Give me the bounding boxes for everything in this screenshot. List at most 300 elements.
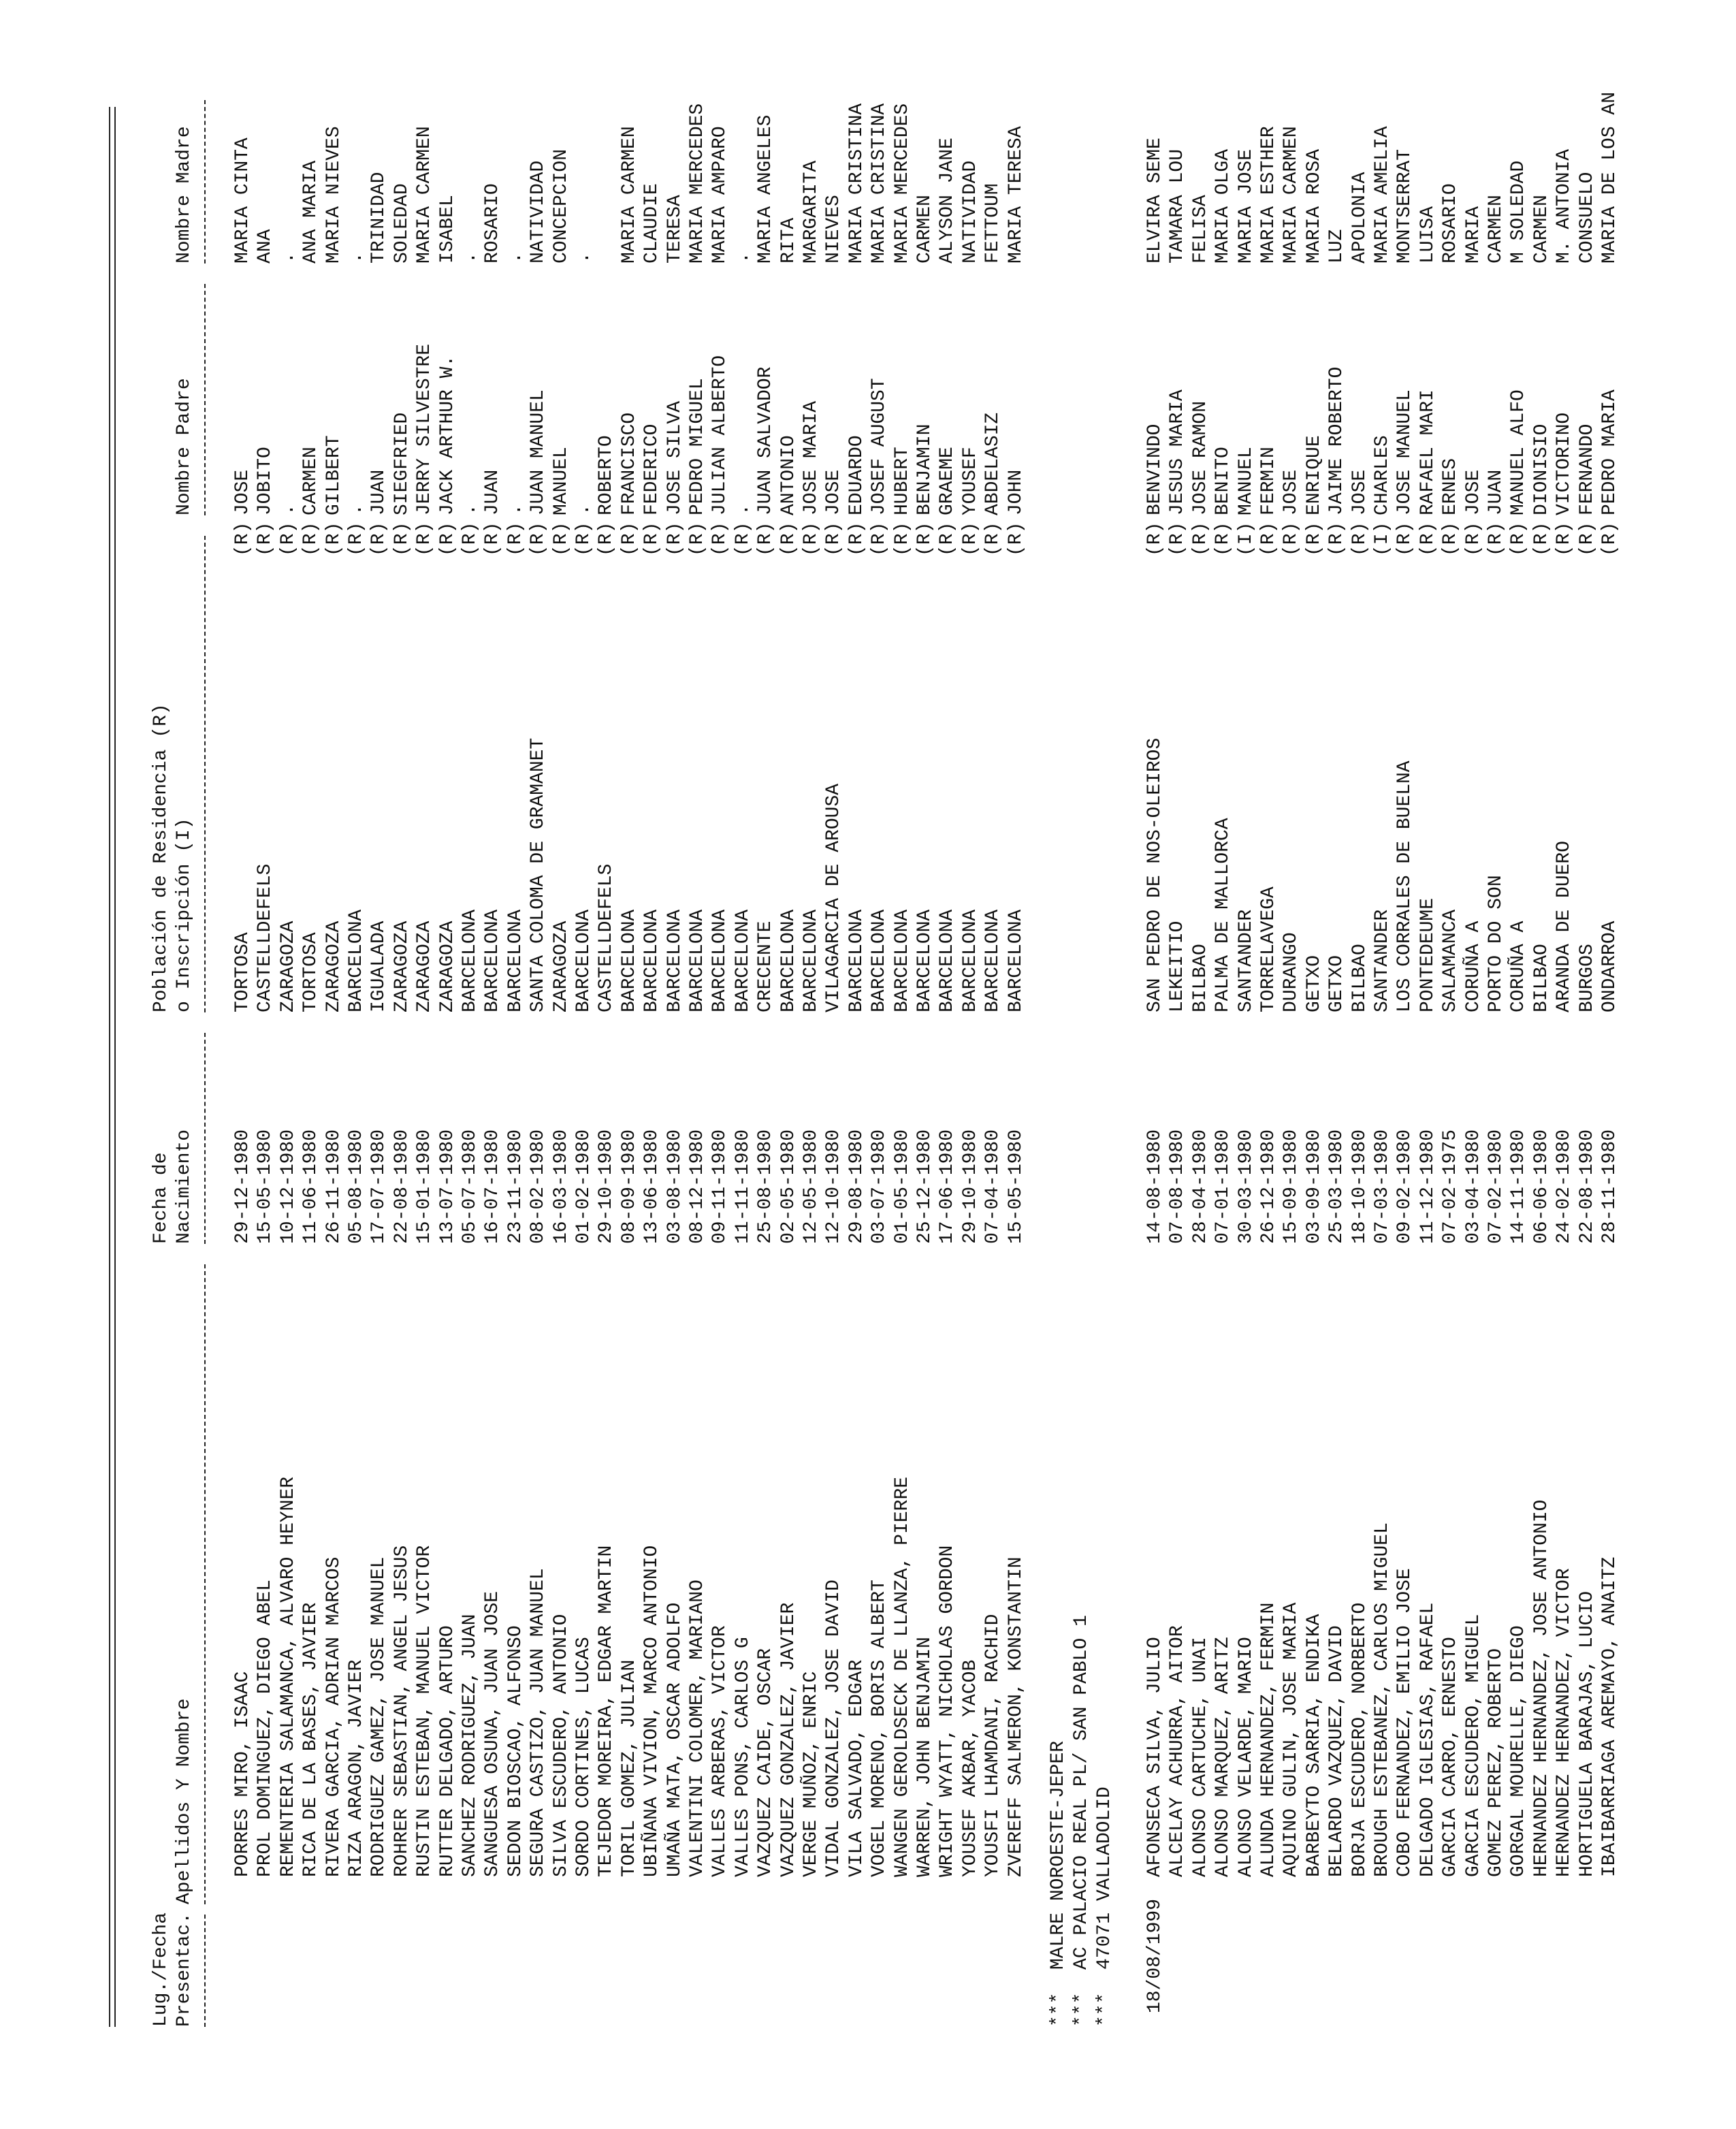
residence-town: SANTA COLOMA DE GRAMANET — [528, 737, 549, 1012]
full-name: YOUSEF AKBAR, YACOB — [959, 1659, 981, 1877]
full-name: ALUNDA HERNANDEZ, FERMIN — [1258, 1602, 1279, 1877]
father-name: FEDERICO — [641, 423, 663, 515]
mother-name: NIEVES — [823, 195, 845, 263]
residence-town: BARCELONA — [618, 909, 640, 1012]
full-name: RIVERA GARCIA, ADRIAN MARCOS — [323, 1556, 344, 1877]
table-row — [1325, 86, 1349, 2129]
full-name: GORGAL MOURELLE, DIEGO — [1508, 1625, 1530, 1877]
mother-name: MARIA — [1462, 206, 1484, 263]
residence-town: BARCELONA — [504, 909, 526, 1012]
residence-town: ZARAGOZA — [391, 921, 413, 1012]
table-row — [459, 86, 482, 2129]
residence-flag: (R) — [1281, 522, 1302, 556]
mother-name: ROSARIO — [482, 183, 504, 263]
full-name: VOGEL MORENO, BORIS ALBERT — [869, 1580, 890, 1877]
mother-name: ELVIRA SEME — [1144, 138, 1166, 263]
mother-name: MARIA CRISTINA — [846, 103, 867, 263]
mother-name: CARMEN — [1485, 195, 1507, 263]
mother-name: ISABEL — [436, 195, 458, 263]
father-name: BENVINDO — [1144, 423, 1166, 515]
residence-flag: (I) — [1372, 522, 1393, 556]
birth-date: 18-10-1980 — [1349, 1129, 1370, 1244]
table-row — [1166, 86, 1189, 2129]
father-name: JUAN SALVADOR — [755, 366, 777, 515]
birth-date: 01-05-1980 — [891, 1129, 913, 1244]
father-name: GILBERT — [323, 435, 344, 515]
mother-name: TRINIDAD — [368, 172, 390, 263]
table-row — [936, 86, 959, 2129]
residence-flag: (R) — [1212, 522, 1234, 556]
full-name: VALENTINI COLOMER, MARIANO — [687, 1580, 708, 1877]
header-madre: Nombre Madre — [174, 126, 195, 263]
full-name: VALLES ARBERAS, VICTOR — [709, 1625, 731, 1877]
residence-flag: (R) — [732, 522, 754, 556]
birth-date: 24-02-1980 — [1554, 1129, 1575, 1244]
birth-date: 28-11-1980 — [1599, 1129, 1620, 1244]
residence-flag: (R) — [323, 522, 344, 556]
father-name: JOBITO — [255, 447, 276, 515]
presentation-place-date: 18/08/1999 — [1144, 1898, 1166, 2013]
father-name: ERNES — [1440, 458, 1462, 515]
mother-name: MARIA CINTA — [232, 138, 253, 263]
table-row — [1417, 86, 1440, 2129]
birth-date: 03-08-1980 — [664, 1129, 686, 1244]
father-name: HUBERT — [891, 447, 913, 515]
mother-name: SOLEDAD — [391, 183, 413, 263]
mother-name: ROSARIO — [1440, 183, 1462, 263]
residence-town: BARCELONA — [982, 909, 1004, 1012]
birth-date: 16-07-1980 — [482, 1129, 504, 1244]
table-row — [1576, 86, 1599, 2129]
mother-name: FETTOUM — [982, 183, 1004, 263]
birth-date: 23-11-1980 — [504, 1129, 526, 1244]
residence-flag: (R) — [1189, 522, 1211, 556]
father-name: JOSE MARIA — [801, 400, 822, 515]
father-name: MANUEL ALFO — [1508, 389, 1530, 515]
residence-flag: (R) — [823, 522, 845, 556]
table-row — [1189, 86, 1212, 2129]
residence-town: BARCELONA — [687, 909, 708, 1012]
mother-name: . — [732, 252, 754, 263]
residence-flag: (R) — [641, 522, 663, 556]
residence-flag: (R) — [368, 522, 390, 556]
mother-name: NATIVIDAD — [959, 160, 981, 263]
residence-flag: (R) — [255, 522, 276, 556]
father-name: JOSE — [1462, 469, 1484, 515]
full-name: BARBEYTO SARRIA, ENDIKA — [1303, 1614, 1325, 1877]
father-name: BENJAMIN — [914, 423, 935, 515]
father-name: . — [573, 504, 594, 515]
table-row — [1553, 86, 1576, 2129]
residence-town: BARCELONA — [732, 909, 754, 1012]
header-padre: Nombre Padre — [174, 378, 195, 515]
residence-town: BILBAO — [1189, 944, 1211, 1012]
birth-date: 15-09-1980 — [1281, 1129, 1302, 1244]
mother-name: CONCEPCION — [550, 148, 572, 263]
birth-date: 03-07-1980 — [869, 1129, 890, 1244]
residence-flag: (R) — [891, 522, 913, 556]
full-name: COBO FERNANDEZ, EMILIO JOSE — [1394, 1568, 1416, 1877]
table-row — [1371, 86, 1394, 2129]
father-name: ROBERTO — [596, 435, 617, 515]
residence-town: LEKEITIO — [1167, 921, 1189, 1012]
birth-date: 29-10-1980 — [596, 1129, 617, 1244]
father-name: ABDELASIZ — [982, 412, 1004, 515]
full-name: RIZA ARAGON, JAVIER — [346, 1659, 367, 1877]
father-name: PEDRO MARIA — [1599, 389, 1620, 515]
mother-name: MARIA TERESA — [1005, 126, 1027, 263]
birth-date: 17-07-1980 — [368, 1129, 390, 1244]
father-name: ENRIQUE — [1303, 435, 1325, 515]
residence-town: SANTANDER — [1372, 909, 1393, 1012]
mother-name: . — [460, 252, 481, 263]
father-name: . — [346, 504, 367, 515]
residence-flag: (R) — [846, 522, 867, 556]
residence-flag: (R) — [1508, 522, 1530, 556]
residence-town: ZARAGOZA — [414, 921, 436, 1012]
residence-flag: (R) — [709, 522, 731, 556]
father-name: JERRY SILVESTRE — [414, 343, 436, 515]
table-row — [709, 86, 732, 2129]
birth-date: 22-08-1980 — [391, 1129, 413, 1244]
birth-date: 09-02-1980 — [1394, 1129, 1416, 1244]
mother-name: TAMARA LOU — [1167, 148, 1189, 263]
father-name: JACK ARTHUR W. — [436, 355, 458, 515]
father-name: JAIME ROBERTO — [1326, 366, 1348, 515]
table-row — [754, 86, 777, 2129]
residence-flag: (R) — [1530, 522, 1552, 556]
birth-date: 11-06-1980 — [300, 1129, 322, 1244]
mother-name: CLAUDIE — [641, 183, 663, 263]
father-name: CHARLES — [1372, 435, 1393, 515]
mother-name: NATIVIDAD — [528, 160, 549, 263]
full-name: SANCHEZ RODRIGUEZ, JUAN — [460, 1614, 481, 1877]
header-underline-date — [204, 1033, 206, 1244]
mother-name: MARIA CRISTINA — [869, 103, 890, 263]
residence-town: BARCELONA — [573, 909, 594, 1012]
mother-name: MARIA AMELIA — [1372, 126, 1393, 263]
table-row — [254, 86, 277, 2129]
mother-name: TERESA — [664, 195, 686, 263]
full-name: ALONSO CARTUCHE, UNAI — [1189, 1637, 1211, 1877]
table-row — [1005, 86, 1028, 2129]
residence-flag: (R) — [528, 522, 549, 556]
residence-town: BARCELONA — [709, 909, 731, 1012]
residence-town: BARCELONA — [346, 909, 367, 1012]
father-name: FERMIN — [1258, 447, 1279, 515]
table-row — [641, 86, 664, 2129]
table-row — [1212, 86, 1235, 2129]
residence-town: CORUÑA A — [1462, 921, 1484, 1012]
full-name: HORTIGUELA BARAJAS, LUCIO — [1576, 1590, 1598, 1877]
residence-flag: (R) — [755, 522, 777, 556]
full-name: AQUINO GULIN, JOSE MARIA — [1281, 1602, 1302, 1877]
residence-town: BARCELONA — [846, 909, 867, 1012]
residence-flag: (R) — [482, 522, 504, 556]
table-row — [323, 86, 346, 2129]
table-row — [1462, 86, 1485, 2129]
residence-flag: (R) — [504, 522, 526, 556]
birth-date: 28-04-1980 — [1189, 1129, 1211, 1244]
residence-flag: (R) — [1485, 522, 1507, 556]
full-name: ALONSO VELARDE, MARIO — [1235, 1637, 1257, 1877]
residence-flag: (R) — [618, 522, 640, 556]
table-row — [1485, 86, 1508, 2129]
mother-name: MARGARITA — [801, 160, 822, 263]
full-name: TEJEDOR MOREIRA, EDGAR MARTIN — [596, 1545, 617, 1877]
mother-name: MARIA NIEVES — [323, 126, 344, 263]
birth-date: 07-02-1980 — [1485, 1129, 1507, 1244]
birth-date: 07-08-1980 — [1167, 1129, 1189, 1244]
header-date-2: Nacimiento — [174, 1129, 195, 1244]
residence-flag: (R) — [596, 522, 617, 556]
table-row — [1280, 86, 1303, 2129]
residence-town: CASTELLDEFELS — [596, 863, 617, 1012]
birth-date: 08-09-1980 — [618, 1129, 640, 1244]
full-name: VAZQUEZ CAIDE, OSCAR — [755, 1648, 777, 1877]
mother-name: . — [277, 252, 299, 263]
full-name: SANGUESA OSUNA, JUAN JOSE — [482, 1590, 504, 1877]
mother-name: MARIA CARMEN — [618, 126, 640, 263]
residence-flag: (R) — [436, 522, 458, 556]
mother-name: CONSUELO — [1576, 172, 1598, 263]
birth-date: 07-01-1980 — [1212, 1129, 1234, 1244]
table-row — [1530, 86, 1554, 2129]
table-row — [846, 86, 869, 2129]
full-name: SORDO CORTINES, LUCAS — [573, 1637, 594, 1877]
father-name: JUAN — [368, 469, 390, 515]
table-row — [1394, 86, 1417, 2129]
father-name: JOSE — [1281, 469, 1302, 515]
full-name: ALONSO MARQUEZ, ARITZ — [1212, 1637, 1234, 1877]
mother-name: M. ANTONIA — [1554, 148, 1575, 263]
mother-name: . — [504, 252, 526, 263]
birth-date: 07-03-1980 — [1372, 1129, 1393, 1244]
residence-town: BARCELONA — [914, 909, 935, 1012]
residence-flag: (R) — [1417, 522, 1438, 556]
birth-date: 15-05-1980 — [255, 1129, 276, 1244]
father-name: . — [460, 504, 481, 515]
father-name: JOSE SILVA — [664, 400, 686, 515]
residence-flag: (R) — [346, 522, 367, 556]
birth-date: 05-07-1980 — [460, 1129, 481, 1244]
table-row — [277, 86, 300, 2129]
full-name: VIDAL GONZALEZ, JOSE DAVID — [823, 1580, 845, 1877]
birth-date: 26-11-1980 — [323, 1129, 344, 1244]
birth-date: 11-12-1980 — [1417, 1129, 1438, 1244]
header-underline-padre — [204, 284, 206, 515]
birth-date: 29-10-1980 — [959, 1129, 981, 1244]
mother-name: RITA — [777, 217, 799, 263]
residence-town: BARCELONA — [777, 909, 799, 1012]
father-name: JUAN — [1485, 469, 1507, 515]
table-row — [1507, 86, 1530, 2129]
birth-date: 13-06-1980 — [641, 1129, 663, 1244]
full-name: RICA DE LA BASES, JAVIER — [300, 1602, 322, 1877]
residence-town: VILAGARCIA DE AROUSA — [823, 783, 845, 1012]
residence-flag: (R) — [391, 522, 413, 556]
residence-town: BARCELONA — [869, 909, 890, 1012]
header-date: Fecha de — [150, 1152, 172, 1244]
table-row — [618, 86, 641, 2129]
father-name: VICTORINO — [1554, 412, 1575, 515]
residence-town: PALMA DE MALLORCA — [1212, 818, 1234, 1012]
father-name: BENITO — [1212, 447, 1234, 515]
birth-date: 25-03-1980 — [1326, 1129, 1348, 1244]
father-name: GRAEME — [937, 447, 959, 515]
mother-name: LUZ — [1326, 229, 1348, 263]
full-name: WRIGHT WYATT, NICHOLAS GORDON — [937, 1545, 959, 1877]
birth-date: 09-11-1980 — [709, 1129, 731, 1244]
birth-date: 10-12-1980 — [277, 1129, 299, 1244]
mother-name: LUISA — [1417, 206, 1438, 263]
birth-date: 07-04-1980 — [982, 1129, 1004, 1244]
table-row — [595, 86, 618, 2129]
residence-town: BARCELONA — [1005, 909, 1027, 1012]
table-row — [664, 86, 687, 2129]
residence-flag: (R) — [801, 522, 822, 556]
residence-flag: (R) — [959, 522, 981, 556]
mother-name: APOLONIA — [1349, 172, 1370, 263]
father-name: JOHN — [1005, 469, 1027, 515]
residence-town: BARCELONA — [664, 909, 686, 1012]
table-row — [504, 86, 528, 2129]
residence-flag: (R) — [1167, 522, 1189, 556]
birth-date: 25-08-1980 — [755, 1129, 777, 1244]
father-name: DIONISIO — [1530, 423, 1552, 515]
residence-town: ARANDA DE DUERO — [1554, 840, 1575, 1012]
residence-flag: (R) — [1599, 522, 1620, 556]
full-name: HERNANDEZ HERNANDEZ, VICTOR — [1554, 1568, 1575, 1877]
father-name: RAFAEL MARI — [1417, 389, 1438, 515]
residence-flag: (R) — [550, 522, 572, 556]
office-line-2: *** AC PALACIO REAL PL/ SAN PABLO 1 — [1071, 1615, 1092, 2027]
residence-flag: (R) — [1554, 522, 1575, 556]
residence-flag: (R) — [982, 522, 1004, 556]
full-name: ZVEREFF SALMERON, KONSTANTIN — [1005, 1556, 1027, 1877]
residence-town: ONDARROA — [1599, 921, 1620, 1012]
full-name: RUTTER DELGADO, ARTURO — [436, 1625, 458, 1877]
full-name: BORJA ESCUDERO, NORBERTO — [1349, 1602, 1370, 1877]
father-name: MANUEL — [550, 447, 572, 515]
full-name: UBIÑANA VIVION, MARCO ANTONIO — [641, 1545, 663, 1877]
father-name: ANTONIO — [777, 435, 799, 515]
residence-flag: (R) — [869, 522, 890, 556]
birth-date: 17-06-1980 — [937, 1129, 959, 1244]
residence-town: BARCELONA — [801, 909, 822, 1012]
father-name: EDUARDO — [846, 435, 867, 515]
table-row — [345, 86, 368, 2129]
full-name: ROHRER SEBASTIAN, ANGEL JESUS — [391, 1545, 413, 1877]
birth-date: 30-03-1980 — [1235, 1129, 1257, 1244]
father-name: JOSEF AUGUST — [869, 378, 890, 515]
table-row — [391, 86, 414, 2129]
residence-flag: (R) — [1394, 522, 1416, 556]
table-row — [436, 86, 460, 2129]
residence-town: PORTO DO SON — [1485, 875, 1507, 1012]
table-row — [368, 86, 391, 2129]
residence-town: PONTEDEUME — [1417, 897, 1438, 1012]
top-rule — [109, 107, 116, 2027]
residence-town: GETXO — [1303, 955, 1325, 1012]
full-name: RODRIGUEZ GAMEZ, JOSE MANUEL — [368, 1556, 390, 1877]
header-pob-2: o Inscripción (I) — [174, 818, 195, 1012]
full-name: GOMEZ PEREZ, ROBERTO — [1485, 1648, 1507, 1877]
table-row — [300, 86, 323, 2129]
table-row — [800, 86, 823, 2129]
full-name: VERGE MUÑOZ, ENRIC — [801, 1671, 822, 1877]
residence-town: ZARAGOZA — [277, 921, 299, 1012]
birth-date: 06-06-1980 — [1530, 1129, 1552, 1244]
table-row — [1257, 86, 1281, 2129]
birth-date: 15-05-1980 — [1005, 1129, 1027, 1244]
residence-town: BARCELONA — [891, 909, 913, 1012]
mother-name: CARMEN — [914, 195, 935, 263]
full-name: HERNANDEZ HERNANDEZ, JOSE ANTONIO — [1530, 1499, 1552, 1877]
table-row — [732, 86, 755, 2129]
birth-date: 02-05-1980 — [777, 1129, 799, 1244]
residence-flag: (R) — [1303, 522, 1325, 556]
residence-town: CRECENTE — [755, 921, 777, 1012]
father-name: . — [732, 504, 754, 515]
full-name: RUSTIN ESTEBAN, MANUEL VICTOR — [414, 1545, 436, 1877]
header-underline-lug — [204, 1915, 206, 2027]
table-row — [1144, 86, 1167, 2129]
table-row — [959, 86, 982, 2129]
residence-flag: (R) — [777, 522, 799, 556]
birth-date: 14-11-1980 — [1508, 1129, 1530, 1244]
father-name: JUAN — [482, 469, 504, 515]
father-name: JOSE — [823, 469, 845, 515]
father-name: JULIAN ALBERTO — [709, 355, 731, 515]
table-row — [777, 86, 801, 2129]
residence-town: BARCELONA — [482, 909, 504, 1012]
table-row — [527, 86, 550, 2129]
mother-name: MARIA AMPARO — [709, 126, 731, 263]
birth-date: 26-12-1980 — [1258, 1129, 1279, 1244]
birth-date: 15-01-1980 — [414, 1129, 436, 1244]
residence-town: SALAMANCA — [1440, 909, 1462, 1012]
birth-date: 22-08-1980 — [1576, 1129, 1598, 1244]
residence-flag: (R) — [1462, 522, 1484, 556]
mother-name: MARIA ROSA — [1303, 148, 1325, 263]
full-name: IBAIBARRIAGA AREMAYO, ANAITZ — [1599, 1556, 1620, 1877]
residence-town: LOS CORRALES DE BUELNA — [1394, 761, 1416, 1012]
residence-town: CORUÑA A — [1508, 921, 1530, 1012]
residence-flag: (R) — [460, 522, 481, 556]
residence-flag: (R) — [1440, 522, 1462, 556]
table-row — [1235, 86, 1258, 2129]
residence-town: BARCELONA — [937, 909, 959, 1012]
father-name: FERNANDO — [1576, 423, 1598, 515]
father-name: MANUEL — [1235, 447, 1257, 515]
full-name: SEGURA CASTIZO, JUAN MANUEL — [528, 1568, 549, 1877]
residence-town: BARCELONA — [641, 909, 663, 1012]
residence-town: GETXO — [1326, 955, 1348, 1012]
residence-town: BILBAO — [1349, 944, 1370, 1012]
father-name: . — [277, 504, 299, 515]
residence-flag: (R) — [1576, 522, 1598, 556]
residence-flag: (R) — [414, 522, 436, 556]
father-name: JESUS MARIA — [1167, 389, 1189, 515]
birth-date: 29-08-1980 — [846, 1129, 867, 1244]
header-underline-madre — [204, 100, 206, 263]
residence-town: IGUALADA — [368, 921, 390, 1012]
father-name: YOUSEF — [959, 447, 981, 515]
residence-town: CASTELLDEFELS — [255, 863, 276, 1012]
father-name: SIEGFRIED — [391, 412, 413, 515]
full-name: AFONSECA SILVA, JULIO — [1144, 1637, 1166, 1877]
